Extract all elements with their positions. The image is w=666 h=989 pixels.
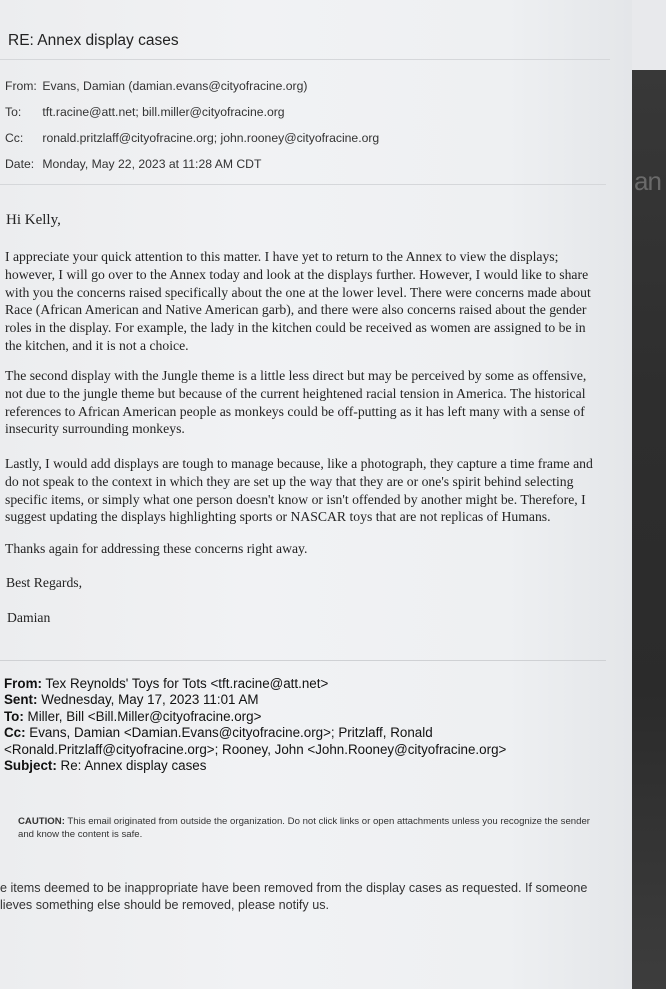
text-line: Damian (7, 610, 51, 625)
fwd-from (4, 676, 506, 692)
caution-line: and know the content is safe. (18, 829, 143, 840)
fwd-to-label: To: (4, 708, 24, 724)
text-line: I appreciate your quick attention to this matter. I have yet to return to the Annex to view the displays; (5, 249, 559, 264)
cc-label: Cc: (5, 131, 24, 145)
fwd-sent (4, 692, 506, 708)
text-line: insecurity surrounding monkeys. (5, 421, 185, 437)
date-value: Monday, May 22, 2023 at 11:28 AM CDT (42, 157, 262, 171)
header-date (5, 157, 261, 171)
caution-text: This email originated from outside the organization. Do not click links or open attachments unless you recognize the sender (64, 816, 591, 827)
fwd-subject-value: Re: Annex display cases (56, 758, 207, 774)
text-line: lieves something else should be removed, please notify us. (0, 897, 330, 912)
divider (0, 660, 606, 661)
to-value: tft.racine@att.net; bill.miller@cityofracine.org (42, 105, 285, 119)
thanks-line (5, 540, 603, 558)
date-label: Date: (5, 157, 35, 171)
text-line: specific items, or simply what one person doesn't know or isn't offended by another might be. Therefore, I (5, 491, 586, 507)
text-line: the kitchen, and it is not a choice. (5, 337, 189, 353)
text-line: The second display with the Jungle theme is a little less direct but may be perceived by some as offensive, (5, 368, 587, 383)
body-paragraph-2 (5, 367, 603, 438)
text-line: do not speak to the context in which they are set up the way that they are or one's spirit behind selecting (5, 473, 574, 489)
header-from (5, 79, 307, 93)
text-line: not due to the jungle theme but because of the current heightened racial tension in America. The historical (5, 385, 586, 401)
text-line: e items deemed to be inappropriate have been removed from the display cases as requested. If someone (0, 881, 588, 895)
fwd-from-label: From: (4, 676, 42, 691)
fwd-sent-value: Wednesday, May 17, 2023 11:01 AM (37, 692, 259, 708)
forwarded-body (0, 880, 587, 913)
text-line: roles in the display. For example, the lady in the kitchen could be received as women are assigned to be in (5, 320, 586, 336)
divider (0, 184, 606, 185)
caution-line (18, 815, 590, 828)
from-label: From: (5, 79, 37, 93)
fwd-subject-label: Subject: (4, 758, 57, 774)
email-subject: RE: Annex display cases (8, 32, 179, 49)
caution-notice (18, 815, 590, 841)
text-line: Race (African American and Native American garb), and there were also concerns raised about the gender (5, 302, 587, 318)
fwd-cc-label: Cc: (4, 725, 26, 741)
signature (7, 609, 605, 627)
fwd-cc (4, 725, 506, 741)
header-to (5, 105, 285, 119)
forwarded-header (4, 676, 506, 774)
from-value: Evans, Damian (damian.evans@cityofracine.org) (42, 79, 308, 93)
text-line: references to African American people as monkeys could be off-putting as it has left many with a sense of (5, 403, 585, 419)
greeting: Hi Kelly, (6, 212, 61, 228)
header-cc (5, 131, 379, 145)
text-line: however, I will go over to the Annex today and look at the displays further. However, I would like to share (5, 266, 589, 282)
fwd-sent-label: Sent: (4, 692, 38, 708)
divider (0, 59, 610, 60)
text-line: Best Regards, (6, 575, 83, 590)
text-line: Lastly, I would add displays are tough to manage because, like a photograph, they capture a time frame and (5, 456, 593, 471)
fwd-subject (4, 758, 506, 774)
fwd-cc-continued: <Ronald.Pritzlaff@cityofracine.org>; Rooney, John <John.Rooney@cityofracine.org> (4, 741, 507, 757)
fwd-from-value: Tex Reynolds' Toys for Tots <tft.racine@att.net> (41, 676, 329, 691)
cc-value: ronald.pritzlaff@cityofracine.org; john.rooney@cityofracine.org (42, 131, 380, 145)
text-line: suggest updating the displays highlighting sports or NASCAR toys that are not replicas of Humans. (5, 509, 551, 525)
text-line: with you the concerns raised specifically about the one at the lower level. There were concerns made about (5, 284, 591, 300)
text-line: Thanks again for addressing these concerns right away. (5, 541, 308, 556)
background-screen (632, 0, 666, 989)
body-paragraph-3 (5, 455, 603, 526)
caution-label: CAUTION: (18, 816, 65, 827)
body-paragraph-1 (5, 248, 603, 355)
fwd-to-value: Miller, Bill <Bill.Miller@cityofracine.org> (23, 708, 262, 724)
background-paper-edge (632, 0, 666, 70)
fwd-cc-value: Evans, Damian <Damian.Evans@cityofracine.org>; Pritzlaff, Ronald (25, 725, 433, 741)
fwd-to (4, 709, 506, 725)
to-label: To: (5, 105, 22, 119)
background-text-fragment: an (634, 166, 661, 196)
closing (6, 574, 604, 592)
